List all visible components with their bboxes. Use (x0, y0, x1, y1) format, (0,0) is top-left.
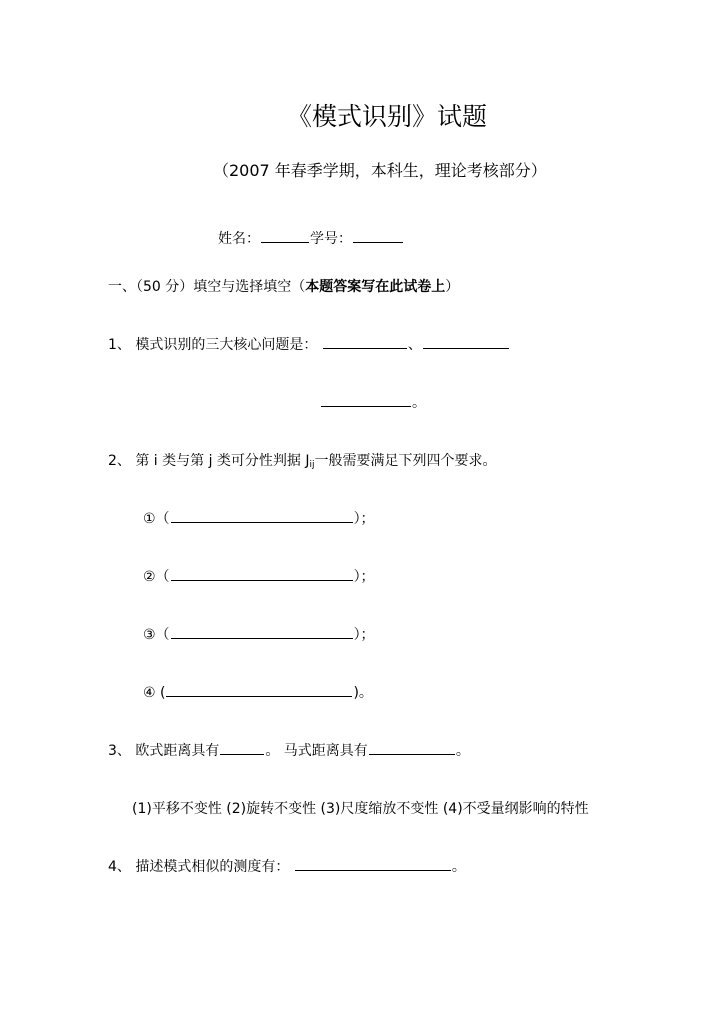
q2-item-end: ）； (353, 627, 375, 643)
q2-item-blank[interactable] (171, 566, 353, 581)
section-1-suffix: ） (445, 279, 460, 295)
q3-blank-2[interactable] (369, 740, 455, 755)
question-4 (108, 856, 466, 876)
question-1 (108, 334, 510, 354)
q1-separator: 、 (407, 337, 422, 353)
section-1-note: 本题答案写在此试卷上 (305, 279, 446, 295)
q2-item (143, 624, 375, 644)
q3-options: (1)平移不变性 (2)旋转不变性 (3)尺度缩放不变性 (4)不受量纲影响的特性 (132, 801, 589, 817)
q2-subscript: ij (309, 460, 315, 470)
name-label: 姓名： (218, 231, 260, 247)
section-1-prefix: 一、（50 分）填空与选择填空（ (108, 279, 306, 295)
exam-subtitle: （2007 年春季学期，本科生，理论考核部分） (213, 161, 547, 180)
q2-item-label: ①（ (143, 511, 170, 527)
question-1-continuation (320, 392, 426, 412)
q3-blank-1[interactable] (220, 740, 264, 755)
q2-item-label: ③（ (143, 627, 170, 643)
q4-blank[interactable] (295, 856, 451, 871)
student-id-label: 学号： (310, 231, 352, 247)
q2-item-blank[interactable] (166, 682, 352, 697)
q2-text-b: 一般需要满足下列四个要求。 (314, 453, 497, 469)
question-2 (108, 450, 497, 470)
q1-text: 1、 模式识别的三大核心问题是： (108, 337, 318, 353)
student-info-row (218, 228, 404, 248)
q2-item-label: ④ ( (143, 685, 166, 701)
q1-blank-2[interactable] (423, 334, 509, 349)
q2-item-label: ②（ (143, 569, 170, 585)
q2-item (143, 508, 375, 528)
q2-item-blank[interactable] (171, 508, 353, 523)
q2-item-blank[interactable] (171, 624, 353, 639)
q1-blank-3[interactable] (321, 392, 411, 407)
q1-blank-1[interactable] (323, 334, 407, 349)
q3-text-b: 。 马式距离具有 (265, 743, 368, 759)
section-1-heading (108, 276, 459, 296)
question-3 (108, 740, 470, 760)
q2-item-end: ）； (353, 511, 375, 527)
q1-end: 。 (412, 395, 426, 411)
q3-end: 。 (455, 743, 470, 759)
q2-item (143, 682, 373, 702)
q4-text: 4、 描述模式相似的测度有： (108, 859, 290, 875)
q2-item-end: ）； (353, 569, 375, 585)
q2-item (143, 566, 375, 586)
q4-end: 。 (451, 859, 466, 875)
q2-item-end: )。 (353, 685, 373, 701)
q2-text-a: 2、 第 i 类与第 j 类可分性判据 J (108, 453, 310, 469)
student-id-blank[interactable] (353, 228, 403, 243)
name-blank[interactable] (261, 228, 309, 243)
q3-text-a: 3、 欧式距离具有 (108, 743, 220, 759)
exam-title: 《模式识别》试题 (287, 102, 488, 131)
